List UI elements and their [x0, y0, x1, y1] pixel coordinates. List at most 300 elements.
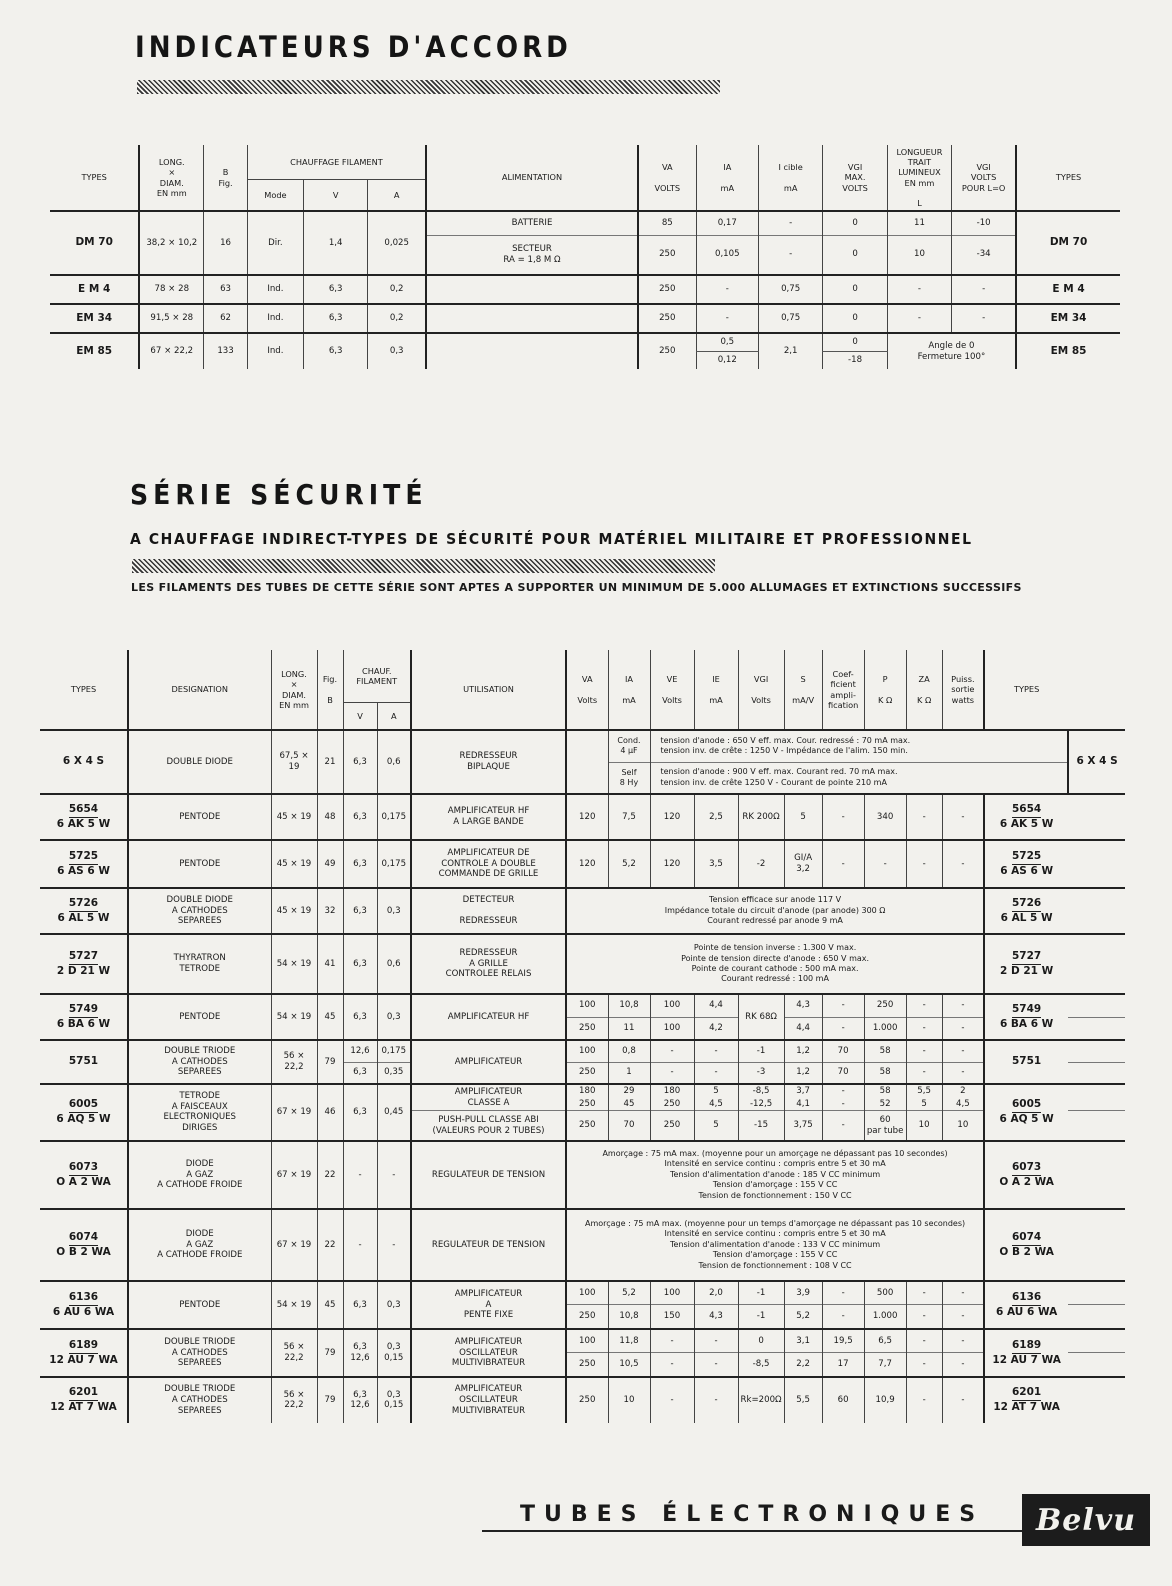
header-types: TYPES [81, 172, 107, 183]
ie-cell: 3,5 [694, 840, 738, 888]
table-row [40, 1377, 1125, 1423]
type-cell-right: 5654 6 AK 5 W [984, 794, 1068, 840]
header-ve: VE Volts [650, 650, 694, 730]
note-cell: Amorçage : 75 mA max. (moyenne pour un amorçage ne dépassant pas 10 secondes) Intensité en service continu : compris entre 5 et 30 mA Tension d'alimentation d'anode : 185 V CC minimum Tension d'amorçage : 155 V CC Tension de fonctionnement : 150 V CC [566, 1141, 984, 1209]
coef-cell: 70 [822, 1062, 864, 1084]
dim-cell: 45 × 19 [271, 840, 317, 888]
va-cell: 120 [566, 840, 608, 888]
p-cell: 58 [864, 1062, 906, 1084]
fig-cell: 49 [317, 840, 343, 888]
coef-cell: - [822, 1305, 864, 1329]
p-cell: 500 [864, 1281, 906, 1305]
ia-cell: 29 [608, 1084, 650, 1098]
power-cell: - [942, 1353, 984, 1377]
p-cell: 340 [864, 794, 906, 840]
belvu-logo: Belvu [1022, 1494, 1150, 1546]
coef-cell: - [822, 794, 864, 840]
power-cell: 10 [942, 1111, 984, 1141]
dim-cell: 54 × 19 [271, 934, 317, 994]
vg1-cell: 0 [823, 211, 887, 235]
header-ia: IA mA [696, 145, 758, 211]
fig-cell: 63 [204, 275, 248, 304]
utilisation-cell: DETECTEUR REDRESSEUR [411, 888, 566, 934]
s-cell: 3,1 [784, 1329, 822, 1353]
table-row [50, 304, 1120, 333]
s-cell: 4,4 [784, 1017, 822, 1040]
ve-cell: 120 [650, 794, 694, 840]
coef-cell: - [822, 1017, 864, 1040]
dim-cell: 54 × 19 [271, 1281, 317, 1329]
header-va: VA VOLTS [638, 145, 696, 211]
mode-cell: Ind. [247, 333, 303, 369]
table-row [40, 840, 1125, 888]
power-cell: - [942, 994, 984, 1017]
table-row [40, 1329, 1125, 1353]
footer-rule [482, 1530, 1022, 1532]
fig-cell: 22 [317, 1209, 343, 1281]
type-cell-right: EM 34 [1016, 304, 1120, 333]
va-cell: 250 [566, 1377, 608, 1423]
ia-cell: 10,5 [608, 1353, 650, 1377]
power-cell: - [942, 1377, 984, 1423]
table-row [50, 333, 1120, 351]
icible-cell: 0,75 [758, 275, 822, 304]
s-cell: 5 [784, 794, 822, 840]
ve-cell: - [650, 1329, 694, 1353]
vg1-cell: 0 [823, 333, 887, 351]
type-cell: EM 34 [76, 311, 113, 324]
type-cell-right: DM 70 [1016, 211, 1120, 275]
ia-cell: 7,5 [608, 794, 650, 840]
ia-cell: 0,105 [696, 235, 758, 275]
header-utilisation: UTILISATION [411, 650, 566, 730]
coef-cell: 60 [822, 1377, 864, 1423]
section2-hatch [132, 559, 715, 573]
table-row [50, 275, 1120, 304]
vg1-cell: 0 [823, 304, 887, 333]
designation-cell: DOUBLE TRIODE A CATHODES SEPAREES [128, 1377, 271, 1423]
ie-cell: - [694, 1377, 738, 1423]
power-cell: - [942, 1305, 984, 1329]
coef-cell: - [822, 1281, 864, 1305]
a-cell: 0,3 [377, 888, 411, 934]
coef-cell: - [822, 1098, 864, 1111]
type-cell-right: 5727 2 D 21 W [984, 934, 1068, 994]
type-cell: 6201 12 AT 7 WA [50, 1386, 117, 1414]
mode-cell: Ind. [247, 275, 303, 304]
p-cell: 7,7 [864, 1353, 906, 1377]
dim-cell: 38,2 × 10,2 [139, 211, 203, 275]
vgi-cell: 0 [738, 1329, 784, 1353]
note-cell: Tension efficace sur anode 117 V Impédance totale du circuit d'anode (par anode) 300 Ω Courant redressé par anode 9 mA [566, 888, 984, 934]
vgi-cell: -8,5 [738, 1084, 784, 1098]
type-cell: 6136 6 AU 6 WA [52, 1290, 115, 1318]
ve-cell: - [650, 1062, 694, 1084]
header-v: V [303, 179, 367, 211]
a-cell: 0,2 [368, 304, 426, 333]
ia-cell: 1 [608, 1062, 650, 1084]
designation-cell: THYRATRON TETRODE [128, 934, 271, 994]
type-cell: 5751 [68, 1055, 99, 1068]
ia-cell: 0,17 [696, 211, 758, 235]
a-cell: 0,3 [368, 333, 426, 369]
va-cell: 250 [638, 304, 696, 333]
za-cell: - [906, 840, 942, 888]
za-cell: - [906, 994, 942, 1017]
va-cell: 250 [566, 1305, 608, 1329]
v-cell: 6,3 12,6 [343, 1377, 377, 1423]
v-cell: 6,3 [303, 275, 367, 304]
ve-cell: - [650, 1040, 694, 1062]
note-cell: tension d'anode : 900 V eff. max. Courant red. 70 mA max. tension inv. de crête 1250 V - Courant de pointe 210 mA [650, 762, 1068, 794]
za-cell: 5 [906, 1098, 942, 1111]
type-cell: 5654 6 AK 5 W [56, 802, 111, 830]
za-cell: - [906, 1017, 942, 1040]
s-cell: 1,2 [784, 1062, 822, 1084]
ve-cell: - [650, 1353, 694, 1377]
ie-cell: - [694, 1353, 738, 1377]
s-cell: 1,2 [784, 1040, 822, 1062]
ia-cell: 11,8 [608, 1329, 650, 1353]
vgl-cell: - [952, 275, 1016, 304]
v-cell: 12,6 [343, 1040, 377, 1062]
utilisation-cell: AMPLIFICATEUR CLASSE A [411, 1084, 566, 1111]
type-cell-right: 6189 12 AU 7 WA [984, 1329, 1068, 1377]
ia-cell: 0,8 [608, 1040, 650, 1062]
table-row [40, 994, 1125, 1017]
type-cell: 6 X 4 S [62, 755, 105, 768]
header-za: ZA K Ω [906, 650, 942, 730]
coef-cell: - [822, 1111, 864, 1141]
vgi-cell: -12,5 [738, 1098, 784, 1111]
type-cell: 6073 O A 2 WA [56, 1160, 111, 1188]
dim-cell: 67 × 19 [271, 1141, 317, 1209]
ia-cell: 11 [608, 1017, 650, 1040]
header-fig: Fig. B [317, 650, 343, 730]
vgi-cell: -1 [738, 1040, 784, 1062]
power-cell: - [942, 1040, 984, 1062]
va-cell: 100 [566, 1281, 608, 1305]
vgi-cell: -8,5 [738, 1353, 784, 1377]
ia-cell: 10,8 [608, 1305, 650, 1329]
p-cell: 60 par tube [864, 1111, 906, 1141]
ve-cell: 180 [650, 1084, 694, 1098]
ia-cell: - [696, 304, 758, 333]
a-cell: 0,175 [377, 840, 411, 888]
vgl-cell: - [952, 304, 1016, 333]
p-cell: 58 [864, 1040, 906, 1062]
v-cell: 6,3 [343, 934, 377, 994]
type-cell: E M 4 [78, 282, 111, 295]
icible-cell: 2,1 [758, 333, 822, 369]
ie-cell: 4,4 [694, 994, 738, 1017]
p-cell: 10,9 [864, 1377, 906, 1423]
za-cell: - [906, 1353, 942, 1377]
dim-cell: 45 × 19 [271, 888, 317, 934]
ia-cell: 70 [608, 1111, 650, 1141]
dim-cell: 67,5 × 19 [271, 730, 317, 794]
a-cell: 0,2 [368, 275, 426, 304]
v-cell: - [343, 1209, 377, 1281]
alim-cell: SECTEUR RA = 1,8 M Ω [426, 235, 638, 275]
ie-cell: - [694, 1329, 738, 1353]
va-cell: 250 [638, 275, 696, 304]
ia-cell: 10,8 [608, 994, 650, 1017]
ia-cell: 0,5 [696, 333, 758, 351]
fig-cell: 79 [317, 1040, 343, 1084]
vgi-cell: Rk=200Ω [738, 1377, 784, 1423]
type-cell: DM 70 [75, 236, 113, 249]
utilisation-cell: REGULATEUR DE TENSION [411, 1209, 566, 1281]
self-cell: Self 8 Hy [608, 762, 650, 794]
table-row [40, 794, 1125, 840]
s-cell: 3,9 [784, 1281, 822, 1305]
type-cell-right: 6005 6 AQ 5 W [984, 1084, 1068, 1141]
type-cell: 6189 12 AU 7 WA [49, 1338, 118, 1366]
table-row [40, 888, 1125, 934]
fig-cell: 46 [317, 1084, 343, 1141]
header-alimentation: ALIMENTATION [426, 145, 638, 211]
coef-cell: - [822, 994, 864, 1017]
va-cell: 250 [566, 1062, 608, 1084]
ve-cell: 100 [650, 994, 694, 1017]
ia-cell: 5,2 [608, 1281, 650, 1305]
header-coef: Coef- ficient ampli- fication [822, 650, 864, 730]
header-a: A [377, 702, 411, 730]
mode-cell: Dir. [247, 211, 303, 275]
coef-cell: 70 [822, 1040, 864, 1062]
table-row [40, 934, 1125, 994]
alim-cell [426, 333, 638, 369]
va-cell: 250 [566, 1111, 608, 1141]
fig-cell: 62 [204, 304, 248, 333]
dim-cell: 91,5 × 28 [139, 304, 203, 333]
ie-cell: 5 [694, 1111, 738, 1141]
za-cell: 5,5 [906, 1084, 942, 1098]
section2-note: LES FILAMENTS DES TUBES DE CETTE SÉRIE SONT APTES A SUPPORTER UN MINIMUM DE 5.000 ALLUMAGES ET EXTINCTIONS SUCCESSIFS [131, 581, 1022, 594]
za-cell: - [906, 1040, 942, 1062]
icible-cell: 0,75 [758, 304, 822, 333]
utilisation-cell: AMPLIFICATEUR DE CONTROLE A DOUBLE COMMANDE DE GRILLE [411, 840, 566, 888]
type-cell: EM 85 [76, 344, 113, 357]
vgi-cell: RK 68Ω [738, 994, 784, 1040]
power-cell: - [942, 840, 984, 888]
va-cell [566, 730, 608, 794]
utilisation-cell: AMPLIFICATEUR A PENTE FIXE [411, 1281, 566, 1329]
a-cell: 0,6 [377, 934, 411, 994]
fig-cell: 21 [317, 730, 343, 794]
type-cell-right: 5751 [984, 1040, 1068, 1084]
ie-cell: 2,0 [694, 1281, 738, 1305]
ie-cell: 4,3 [694, 1305, 738, 1329]
a-cell: - [377, 1141, 411, 1209]
ie-cell: 4,5 [694, 1098, 738, 1111]
designation-cell: DOUBLE TRIODE A CATHODES SEPAREES [128, 1329, 271, 1377]
coef-cell: 17 [822, 1353, 864, 1377]
l-cell: 11 [887, 211, 951, 235]
a-cell: 0,3 [377, 1281, 411, 1329]
vgi-cell: -1 [738, 1305, 784, 1329]
vgi-cell: -3 [738, 1062, 784, 1084]
header-designation: DESIGNATION [128, 650, 271, 730]
vg1-cell: 0 [823, 235, 887, 275]
vg1-cell: -18 [823, 351, 887, 369]
utilisation-cell: AMPLIFICATEUR HF [411, 994, 566, 1040]
header-icible: I cible mA [758, 145, 822, 211]
ia-cell: 0,12 [696, 351, 758, 369]
header-p: P K Ω [864, 650, 906, 730]
type-cell-right: 6073 O A 2 WA [984, 1141, 1068, 1209]
type-cell-right: 5749 6 BA 6 W [984, 994, 1068, 1040]
type-cell-right: 5726 6 AL 5 W [984, 888, 1068, 934]
v-cell: 6,3 [343, 840, 377, 888]
designation-cell: PENTODE [128, 994, 271, 1040]
ie-cell: 5 [694, 1084, 738, 1098]
header-vg1-l0: VGI VOLTS POUR L=O [952, 145, 1016, 211]
va-cell: 120 [566, 794, 608, 840]
header-dimensions: LONG. × DIAM. EN mm [271, 650, 317, 730]
header-vgi: VGI Volts [738, 650, 784, 730]
utilisation-cell: REDRESSEUR BIPLAQUE [411, 730, 566, 794]
type-cell-right: 6 X 4 S [1068, 730, 1125, 794]
note-cell: Amorçage : 75 mA max. (moyenne pour un temps d'amorçage ne dépassant pas 10 secondes) Intensité en service continu : compris entre 5 et 30 mA Tension d'alimentation d'anode : 133 V CC minimum Tension d'amorçage : 155 V CC Tension de fonctionnement : 108 V CC [566, 1209, 984, 1281]
a-cell: 0,35 [377, 1062, 411, 1084]
za-cell: - [906, 1305, 942, 1329]
l-cell: - [887, 275, 951, 304]
za-cell: - [906, 1281, 942, 1305]
za-cell: - [906, 1062, 942, 1084]
type-cell-right: 5725 6 AS 6 W [984, 840, 1068, 888]
vgi-cell: RK 200Ω [738, 794, 784, 840]
v-cell: 6,3 12,6 [343, 1329, 377, 1377]
fig-cell: 133 [204, 333, 248, 369]
utilisation-cell: REDRESSEUR A GRILLE CONTROLEE RELAIS [411, 934, 566, 994]
designation-cell: DIODE A GAZ A CATHODE FROIDE [128, 1141, 271, 1209]
header-chauffage: CHAUFFAGE FILAMENT [247, 145, 426, 179]
p-cell: 52 [864, 1098, 906, 1111]
vgi-cell: -2 [738, 840, 784, 888]
p-cell: 250 [864, 994, 906, 1017]
power-cell: - [942, 1062, 984, 1084]
vg1-cell: 0 [823, 275, 887, 304]
v-cell: 6,3 [303, 333, 367, 369]
designation-cell: TETRODE A FAISCEAUX ELECTRONIQUES DIRIGES [128, 1084, 271, 1141]
type-cell: 5727 2 D 21 W [56, 949, 111, 977]
va-cell: 250 [566, 1098, 608, 1111]
za-cell: - [906, 794, 942, 840]
icible-cell: - [758, 211, 822, 235]
a-cell: 0,3 0,15 [377, 1329, 411, 1377]
ve-cell: 150 [650, 1305, 694, 1329]
fig-cell: 45 [317, 994, 343, 1040]
header-types: TYPES [70, 684, 97, 695]
p-cell: - [864, 840, 906, 888]
ve-cell: 100 [650, 1017, 694, 1040]
security-series-table [40, 650, 1125, 1423]
designation-cell: DIODE A GAZ A CATHODE FROIDE [128, 1209, 271, 1281]
dim-cell: 67 × 22,2 [139, 333, 203, 369]
table-row [40, 1040, 1125, 1062]
designation-cell: DOUBLE DIODE A CATHODES SEPAREES [128, 888, 271, 934]
p-cell: 1.000 [864, 1305, 906, 1329]
type-cell-right: EM 85 [1016, 333, 1120, 369]
type-cell-right: 6136 6 AU 6 WA [984, 1281, 1068, 1329]
ie-cell: - [694, 1040, 738, 1062]
l-cell: - [887, 304, 951, 333]
tuning-indicators-table [50, 145, 1120, 369]
designation-cell: PENTODE [128, 794, 271, 840]
utilisation-cell: AMPLIFICATEUR OSCILLATEUR MULTIVIBRATEUR [411, 1377, 566, 1423]
l-cell: 10 [887, 235, 951, 275]
header-va: VA Volts [566, 650, 608, 730]
designation-cell: DOUBLE TRIODE A CATHODES SEPAREES [128, 1040, 271, 1084]
ia-cell: 45 [608, 1098, 650, 1111]
s-cell: 4,1 [784, 1098, 822, 1111]
s-cell: 5,2 [784, 1305, 822, 1329]
header-ie: IE mA [694, 650, 738, 730]
designation-cell: PENTODE [128, 840, 271, 888]
a-cell: 0,3 [377, 994, 411, 1040]
power-cell: 4,5 [942, 1098, 984, 1111]
type-cell: 5725 6 AS 6 W [57, 849, 110, 877]
ve-cell: - [650, 1377, 694, 1423]
va-cell: 180 [566, 1084, 608, 1098]
va-cell: 100 [566, 1040, 608, 1062]
za-cell: 10 [906, 1111, 942, 1141]
fig-cell: 41 [317, 934, 343, 994]
utilisation-cell: AMPLIFICATEUR OSCILLATEUR MULTIVIBRATEUR [411, 1329, 566, 1377]
header-a: A [368, 179, 426, 211]
za-cell: - [906, 1329, 942, 1353]
v-cell: 1,4 [303, 211, 367, 275]
dim-cell: 67 × 19 [271, 1209, 317, 1281]
type-cell: 5749 6 BA 6 W [56, 1002, 111, 1030]
s-cell: 2,2 [784, 1353, 822, 1377]
utilisation-cell: PUSH-PULL CLASSE ABI (VALEURS POUR 2 TUBES) [411, 1111, 566, 1141]
utilisation-cell: AMPLIFICATEUR [411, 1040, 566, 1084]
alim-cell [426, 275, 638, 304]
s-cell: 5,5 [784, 1377, 822, 1423]
ie-cell: 4,2 [694, 1017, 738, 1040]
header-s: S mA/V [784, 650, 822, 730]
coef-cell: - [822, 840, 864, 888]
vgl-cell: -34 [952, 235, 1016, 275]
fig-cell: 16 [204, 211, 248, 275]
icible-cell: - [758, 235, 822, 275]
header-types-right: TYPES [1016, 145, 1120, 211]
fig-cell: 22 [317, 1141, 343, 1209]
table-row [40, 1141, 1125, 1209]
va-cell: 250 [638, 333, 696, 369]
power-cell: - [942, 1017, 984, 1040]
s-cell: 3,7 [784, 1084, 822, 1098]
type-cell-right: 6074 O B 2 WA [984, 1209, 1068, 1281]
type-cell-right: E M 4 [1016, 275, 1120, 304]
table-row [40, 1209, 1125, 1281]
type-cell: 5726 6 AL 5 W [57, 896, 110, 924]
dim-cell: 54 × 19 [271, 994, 317, 1040]
type-cell-right: 6201 12 AT 7 WA [984, 1377, 1068, 1423]
dim-cell: 56 × 22,2 [271, 1329, 317, 1377]
v-cell: 6,3 [343, 888, 377, 934]
fig-cell: 32 [317, 888, 343, 934]
header-v: V [343, 702, 377, 730]
ie-cell: 2,5 [694, 794, 738, 840]
section1-hatch [137, 80, 720, 94]
designation-cell: PENTODE [128, 1281, 271, 1329]
table-row [50, 211, 1120, 235]
ia-cell: 5,2 [608, 840, 650, 888]
